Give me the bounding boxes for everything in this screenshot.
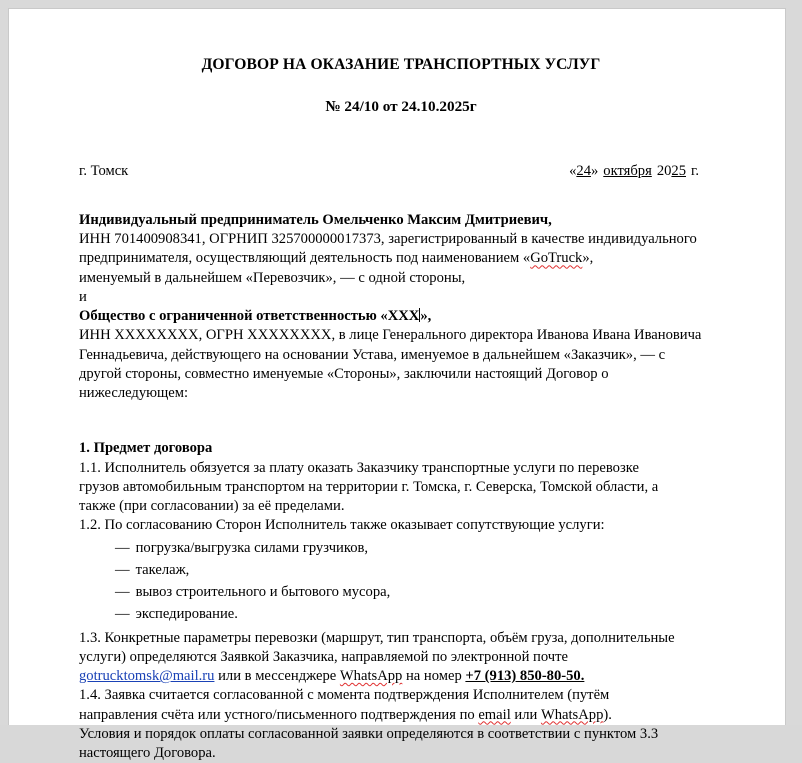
list-item-label: вывоз строительного и бытового мусора,	[135, 584, 391, 601]
clause-1-2-intro: 1.2. По согласованию Сторон Исполнитель также оказывает сопутствующие услуги:	[79, 517, 605, 534]
bullet-dash: —	[115, 606, 130, 623]
email-word: email	[478, 706, 511, 723]
document-page[interactable]	[8, 8, 786, 762]
city-label: г. Томск	[79, 162, 129, 179]
clause-1-3-line-3	[79, 667, 723, 686]
date-year-prefix: 20	[656, 162, 672, 179]
phone-number: +7 (913) 850-80-50.	[465, 668, 585, 685]
page-content[interactable]	[9, 9, 785, 763]
bullet-dash: —	[115, 539, 130, 556]
clause-1-1-line-2: грузов автомобильным транспортом на территории г. Томска, г. Северска, Томской области, а	[79, 478, 659, 495]
contractor-role-line: именуемый в дальнейшем «Перевозчик», — с одной стороны,	[79, 269, 466, 286]
customer-registration-line: ИНН XXXXXXXX, ОГРН XXXXXXXX, в лице Генерального директора Иванова Ивана Ивановича	[79, 327, 702, 344]
section-1-heading: 1. Предмет договора	[79, 440, 213, 457]
bullet-dash: —	[115, 584, 130, 601]
clause-1-4-line-3: Условия и порядок оплаты согласованной заявки определяются в соответствии с пунктом 3.3	[79, 725, 659, 742]
list-item-label: погрузка/выгрузка силами грузчиков,	[135, 539, 369, 556]
parties-conjunction: и	[79, 288, 87, 305]
parties-block	[79, 181, 723, 404]
list-item-label: экспедирование.	[135, 606, 238, 623]
clause-1-4-line-4: настоящего Договора.	[79, 745, 216, 762]
customer-name-comma: ,	[427, 308, 432, 325]
contractor-name-line	[79, 211, 723, 230]
date-day: 24	[576, 162, 591, 179]
list-item	[79, 602, 723, 624]
place-and-date-row	[79, 117, 723, 181]
customer-name-suffix: »	[420, 308, 428, 325]
clause-1-1-line-1: 1.1. Исполнитель обязуется за плату оказать Заказчику транспортные услуги по перевозке	[79, 459, 639, 476]
date-close-quote: »	[590, 162, 599, 179]
customer-authority-line: Геннадьевича, действующего на основании Устава, именуемое в дальнейшем «Заказчик», — с	[79, 346, 666, 363]
brand-name-gotruck: GoTruck	[530, 250, 583, 267]
clause-1-4-line-1: 1.4. Заявка считается согласованной с момента подтверждения Исполнителем (путём	[79, 687, 610, 704]
date-year-suffix: 25	[671, 162, 686, 179]
clause-1-4-suffix: ).	[603, 706, 612, 723]
contractor-registration-line: ИНН 701400908341, ОГРНИП 325700000017373, зарегистрированный в качестве индивидуального	[79, 231, 697, 248]
list-item-label: такелаж,	[135, 561, 190, 578]
clause-1-1-line-3: также (при согласовании) за её пределами.	[79, 498, 345, 515]
date-month: октября	[603, 162, 652, 179]
contractor-name: Индивидуальный предприниматель Омельченко Максим Дмитриевич	[79, 211, 549, 228]
customer-closing-line: нижеследующем:	[79, 385, 189, 402]
contractor-name-comma: ,	[548, 211, 552, 228]
date-open-quote: «	[569, 162, 577, 179]
date-group	[569, 162, 723, 181]
clause-1-4-conjunction: или	[510, 706, 541, 723]
clause-1-4-line-2	[79, 706, 723, 725]
document-title: ДОГОВОР НА ОКАЗАНИЕ ТРАНСПОРТНЫХ УСЛУГ	[201, 56, 601, 73]
customer-name-placeholder: XXX	[387, 308, 420, 325]
clause-1-3-mid-text-2: на номер	[402, 668, 466, 685]
customer-name-line	[79, 307, 723, 326]
contractor-brand-prefix: предпринимателя, осуществляющий деятельность под наименованием «	[79, 250, 531, 267]
list-item	[79, 558, 723, 580]
clause-1-3-line-2: услуги) определяются Заявкой Заказчика, направляемой по электронной почте	[79, 648, 568, 665]
clause-1-2-service-list	[79, 536, 723, 625]
clause-1-4-prefix: направления счёта или устного/письменного подтверждения по	[79, 706, 479, 723]
document-subtitle: № 24/10 от 24.10.2025г	[325, 97, 477, 115]
messenger-name-whatsapp: WhatsApp	[540, 706, 604, 723]
date-year-label: г.	[691, 162, 699, 179]
contractor-brand-line	[79, 249, 723, 268]
list-item	[79, 536, 723, 558]
clause-1-3-line-1: 1.3. Конкретные параметры перевозки (маршрут, тип транспорта, объём груза, дополнительные	[79, 629, 675, 646]
customer-parties-line: другой стороны, совместно именуемые «Стороны», заключили настоящий Договор о	[79, 365, 609, 382]
email-link[interactable]: gotrucktomsk@mail.ru	[79, 668, 215, 685]
messenger-name-whatsapp: WhatsApp	[339, 668, 403, 685]
clause-1-3-mid-text: или в мессенджере	[214, 668, 340, 685]
list-item	[79, 580, 723, 602]
customer-name-prefix: Общество с ограниченной ответственностью «	[79, 308, 388, 325]
bullet-dash: —	[115, 561, 130, 578]
contractor-brand-suffix: »,	[582, 250, 594, 267]
